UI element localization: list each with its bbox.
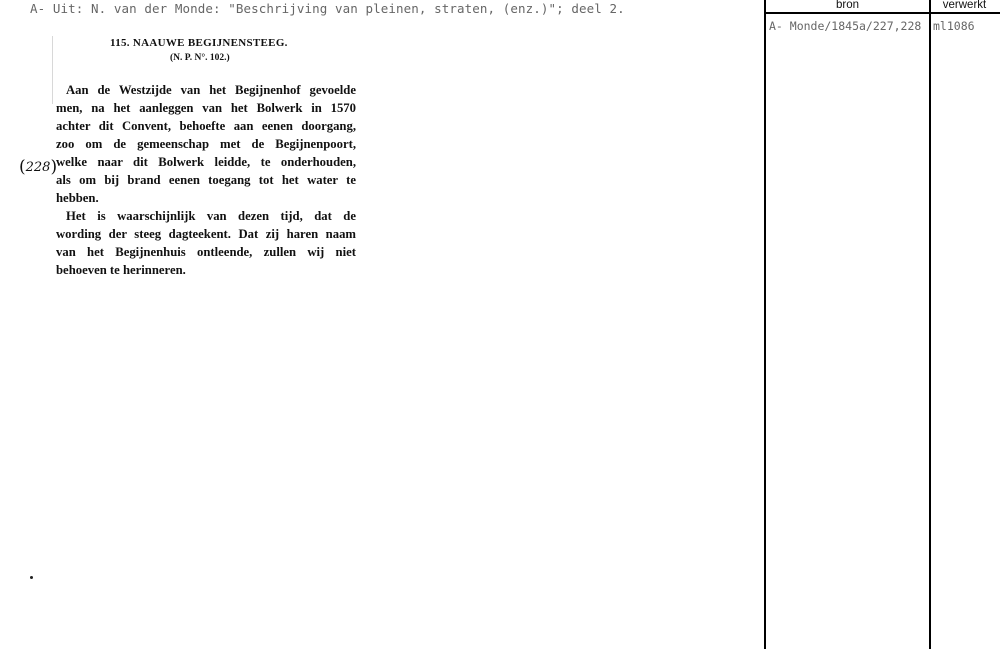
section-title: 115. NAAUWE BEGIJNENSTEEG. <box>110 37 288 49</box>
paren-mark: ( <box>19 157 26 177</box>
margin-page-note <box>19 156 57 176</box>
paragraph-line: wording der steeg dagteekent. Dat zij haren naam <box>56 227 356 241</box>
margin-page-number: 228 <box>25 160 51 175</box>
paragraph-line: men, na het aanleggen van het Bolwerk in 1570 <box>56 101 356 115</box>
table-header-rule <box>765 12 1000 14</box>
source-header: A- Uit: N. van der Monde: "Beschrijving van pleinen, straten, (enz.)"; deel 2. <box>30 1 625 16</box>
column-header-verwerkt: verwerkt <box>942 0 987 11</box>
cell-verwerkt: ml1086 <box>933 19 975 33</box>
paragraph-line: zoo om de gemeenschap met de Begijnenpoort, <box>56 137 356 151</box>
paren-mark: ) <box>50 157 58 177</box>
paragraph-line: van het Begijnenhuis ontleende, zullen wij niet <box>56 245 356 259</box>
paragraph-line: hebben. <box>56 191 99 205</box>
margin-dot <box>30 576 33 579</box>
table-column-divider <box>929 0 931 649</box>
section-subtitle: (N. P. N°. 102.) <box>170 53 230 63</box>
cell-bron: A- Monde/1845a/227,228 <box>769 19 922 33</box>
paragraph-line: Het is waarschijnlijk van dezen tijd, dat de <box>66 209 356 223</box>
table-border-left <box>764 0 766 649</box>
paragraph-line: behoeven te herinneren. <box>56 263 186 277</box>
paragraph-line: welke naar dit Bolwerk leidde, te onderhouden, <box>56 155 356 169</box>
paragraph-line: Aan de Westzijde van het Begijnenhof gevoelde <box>66 83 356 97</box>
column-header-bron: bron <box>835 0 860 11</box>
paragraph-line: als om bij brand eenen toegang tot het water te <box>56 173 356 187</box>
paragraph-line: achter dit Convent, behoefte aan eenen doorgang, <box>56 119 356 133</box>
margin-rule <box>52 36 53 104</box>
